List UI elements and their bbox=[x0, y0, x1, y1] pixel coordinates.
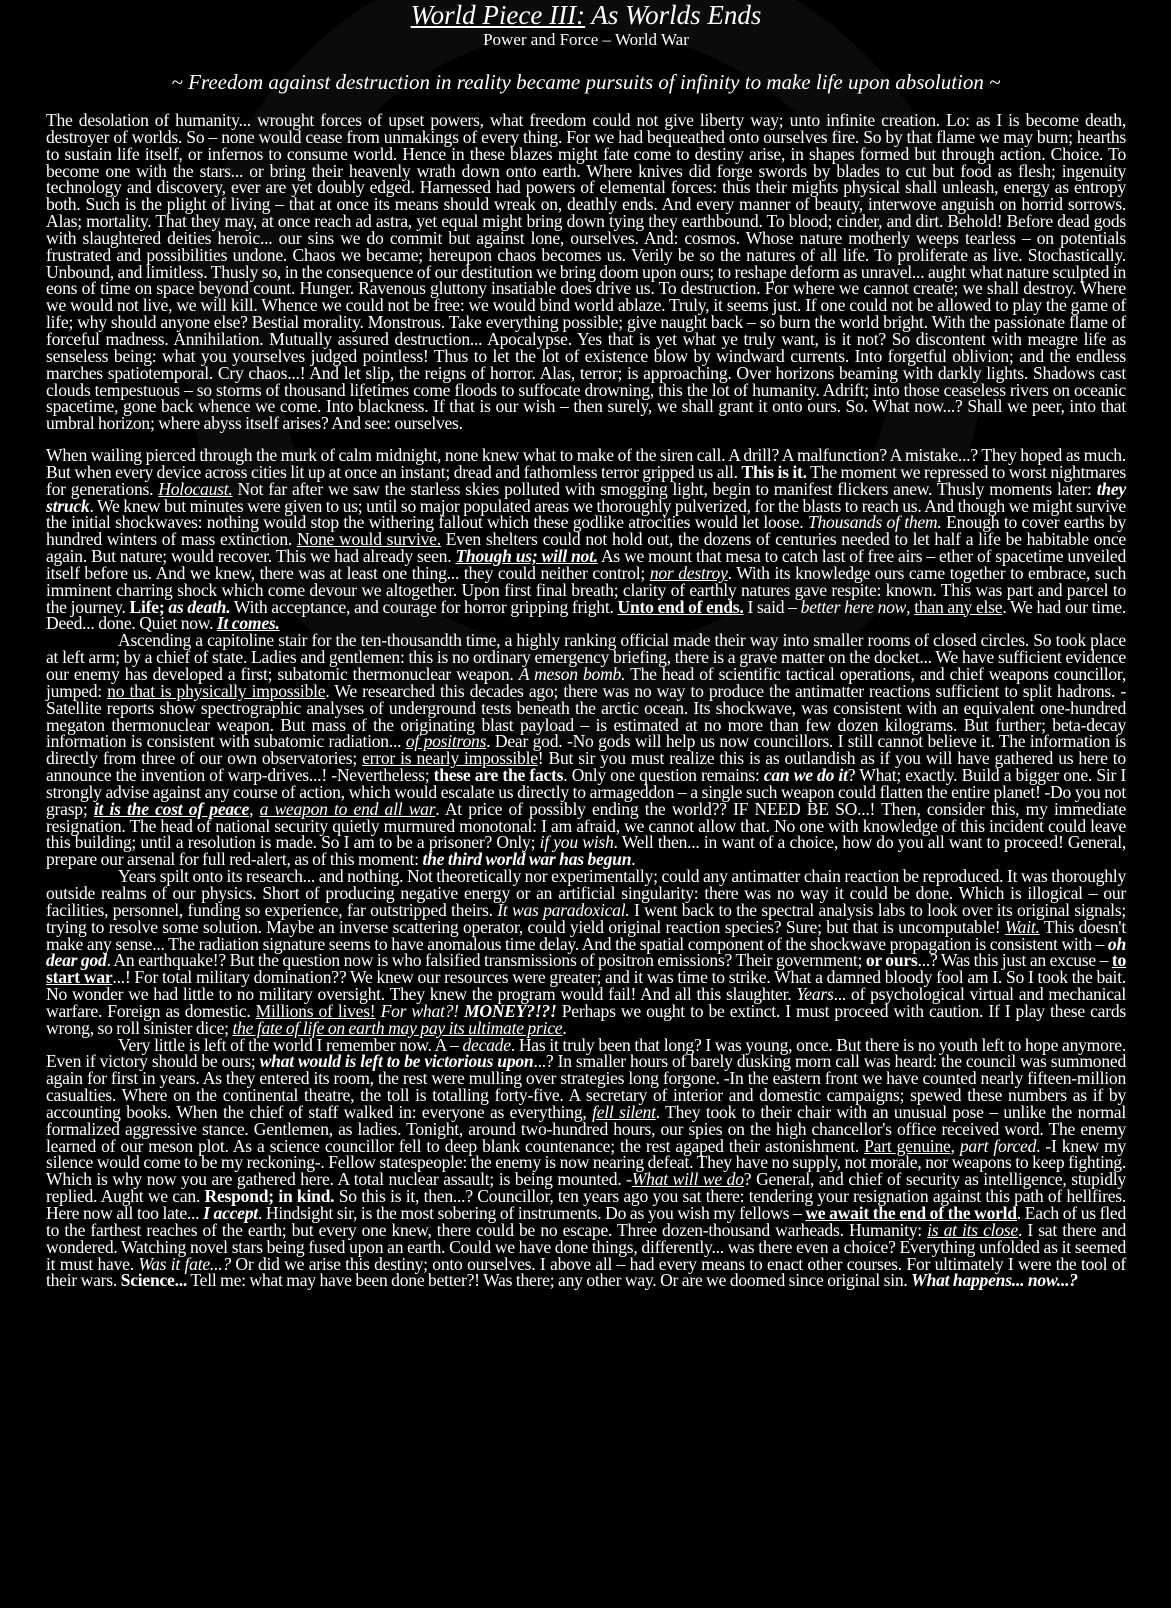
text-run: Perhaps we ought to be extinct. I must proceed with caution. If I play these cards wrong, so roll sinister dice; bbox=[46, 1000, 1126, 1038]
text-run: is at its close bbox=[927, 1219, 1019, 1240]
text-run: What will we do bbox=[631, 1169, 744, 1190]
text-run: It was paradoxical. bbox=[497, 899, 630, 920]
text-run: ...! For total military domination?? We knew our resources were greater; and it was time to strike. What a damned bloody fool am I. So I took the bait. No wonder we had little to no military oversight. They knew the program would fail! And all this slaughter. bbox=[46, 967, 1126, 1005]
text-run: Very little is left of the world I remember now. A – bbox=[118, 1034, 463, 1055]
text-run: . -I knew my silence would come to be my reckoning-. Fellow statespeople: the enemy is now nearing defeat. They have no supply, not morale, nor weapons to keep fighting. Which is why now you are gathered here. A total nuclear assault; is being mounted. - bbox=[46, 1135, 1127, 1190]
text-run: . They took to their chair with an unusual pose – unlike the normal formalized aggressive stance. Gentlemen, as ladies. Tonight, around two-hundred hours, our spies on the high chancellor's office received word. The enemy learned of our meson plot. As a science councillor fell to deep blank countenance; the rest agaped their astonishment. bbox=[46, 1101, 1126, 1156]
text-run: For what?! bbox=[380, 1000, 464, 1021]
text-run: . With its knowledge ours came together to embrace, such imminent charring shock which come devour we altogether. Upon first final breath; clarity of earthly natures gave respite: known. This was part and parcel to the journey. bbox=[46, 562, 1127, 617]
text-run: . I sat there and wondered. Watching novel stars being fused upon an earth. Could we have done things, differently... was there even a choice? Everything unfolded as it seemed it must have. bbox=[46, 1219, 1126, 1274]
text-run: the third world war has begun bbox=[422, 849, 632, 870]
text-run: Holocaust. bbox=[158, 478, 233, 499]
text-run: Part genuine bbox=[864, 1135, 951, 1156]
text-run: Science... bbox=[120, 1270, 188, 1291]
document-motto: ~ Freedom against destruction in reality became pursuits of infinity to make life upon absolution ~ bbox=[171, 70, 1001, 94]
text-run: None would survive. bbox=[296, 529, 441, 550]
text-run: Millions of lives! bbox=[255, 1000, 376, 1021]
text-run: This is it. bbox=[741, 461, 807, 482]
text-run: With acceptance, and courage for horror gripping fright. bbox=[230, 596, 618, 617]
text-run: Though us; will not. bbox=[455, 546, 598, 567]
text-run: what would is left to be victorious upon bbox=[259, 1051, 534, 1072]
text-run: MONEY?!?! bbox=[463, 1000, 557, 1021]
text-run: fell silent bbox=[592, 1101, 656, 1122]
text-run: a weapon to end all war bbox=[259, 798, 436, 819]
text-run: Years spilt onto its research... and nothing. Not theoretically nor experimentally; could any antimatter chain reaction be reproduced. It was thoroughly outside realms of our physics. Short of producing negative energy or an artificial singularity: there was no way it could be done. Which is illogical – our facilities, personnel, funding so experience, far outstripped theirs. bbox=[46, 866, 1126, 920]
text-run: . Only one question remains: bbox=[563, 765, 764, 786]
text-run: better here now bbox=[800, 596, 907, 617]
text-run: When wailing pierced through the murk of calm midnight, none knew what to make of the siren call. A drill? A malfunction? A mistake...? They hoped as much. But when every device across cities lit up at once an instant; dread and fathomless terror gripped us all. bbox=[46, 445, 1126, 482]
text-run: The desolation of humanity... wrought forces of upset powers, what freedom could not give liberty way; unto infinite creation. Lo: as I is become death, destroyer of worlds. So – none would cease from unmakings of every thing. For we had bequeathed onto ourselves fire. So by that flame we may burn; hearths to sustain life itself, or infernos to consume world. Hence in these blazes might fate come to destiny arise, in shapes formed but through action. Choice. To become one with the stars... or bring their heavenly wrath down onto earth. Where knives did forge swords by blades to cut but food as flesh; ingenuity technology and discovery, ever are yet doubly edged. Harnessed had powers of elemental forces: thus their mights physical shall unleash, energy as entropy both. Such is the plight of living – that at once its means should wreak on, deathly ends. And every manner of beauty, interwove anguish on horrid sorrows. Alas; mortality. That they may, at once reach ad astra, yet equal might bring down tying they earthbound. To blood; cinder, and dirt. Behold! Before dead gods with slaughtered deities heroic... our sins we do commit but against lone, ourselves. And: cosmos. Whose nature motherly weeps tearless – on potentials frustrated and possibilities undone. Chaos we became; hereupon chaos becomes us. Verily be so the natures of all life. To proliferate as live. Stochastically. Unbound, and limitless. Thusly so, in the consequence of our destitution we bring doom upon ours; to reshape deform as unravel... aught what nature sculpted in eons of time on space beyond count. Hunger. Ravenous gluttony insatiable does drive us. To destruction. For where we cannot create; we shall destroy. Where we would not live, we will kill. Whence we could not be free: we would bind world ablaze. Truly, it seems just. If one could not be allowed to play the game of life; why should anyone else? Bestial morality. Monstrous. Take everything possible; give naught back – so burn the world bright. With the passionate flame of forceful madness. Annihilation. Mutually assured destruction... Apocalypse. Yes that is yet what ye truly want, is it not? So discontent with meagre life as senseless being: what you yourselves judged pointless! Thus to let the lot of existence blow by windward currents. Into forgetful oblivion; and the endless marches spatiotemporal. Cry chaos...! And let slip, the reigns of horror. Alas, terror; is approaching. Over horizons beaming with darkly lights. Shadows cast clouds tempestuous – so storms of thousand lifetimes come floods to suffocate drowning, this the lot of humanity. Adrift; into those ceaseless rivers on oceanic spacetime, gone back whence we come. Into blackness. If that is our wish – then surely, we shall grant it onto ours. So. What now...? Shall we peer, into that umbral horizon; where abyss itself arises? And see: ourselves. bbox=[46, 110, 1126, 434]
text-run: they struck bbox=[46, 478, 1126, 516]
text-run: the fate of life on earth may pay its ultimate price bbox=[232, 1017, 563, 1038]
text-run: nor destroy bbox=[649, 562, 728, 583]
paragraph bbox=[46, 632, 1126, 868]
text-run: ... of psychological virtual and mechanical warfare. Foreign as domestic. bbox=[46, 984, 1126, 1021]
text-run: oh dear god bbox=[46, 933, 1126, 971]
document-title bbox=[46, 0, 1126, 30]
text-run: we await the end of the world bbox=[805, 1203, 1017, 1223]
paragraph bbox=[46, 868, 1126, 1036]
text-run: . We researched this decades ago; there was no way to produce the antimatter reactions sufficient to split hadrons. -Satellite reports show spectrographic analyses of underground tests beneath the arctic ocean. Its shockwave, was consistent with an equivalent one-hundred megaton thermonuclear weapon. But mass of the originating blast payload – is estimated at no more than few dozen kilograms. But further; beta-decay information is consistent with subatomic radiation... bbox=[46, 680, 1126, 752]
text-run: no that is physically impossible bbox=[107, 680, 326, 701]
paragraph bbox=[46, 1034, 1127, 1291]
text-run: . At price of possibly ending the world?? IF NEED BE SO...! Then, consider this, my immediate resignation. The head of national security quietly murmured monotonal: I am afraid, we cannot allow that. No one with knowledge of this incident could leave this building; until a resolution is made. So I am to be a prisoner? Only; bbox=[46, 798, 1127, 853]
text-run: error is nearly impossible bbox=[362, 748, 538, 769]
paragraph bbox=[46, 447, 1126, 632]
text-run: The head of scientific tactical operations, and chief weapons councillor, jumped: bbox=[46, 664, 1126, 701]
text-run: if you wish bbox=[539, 832, 614, 853]
text-run: . We had our time. Deed... done. Quiet now. bbox=[46, 596, 1127, 634]
text-run: ...? In smaller hours of barely dusking morn call was heard: the council was summoned again for first in years. As they entered its room, the rest were mulling over strategies long forgone. -In the eastern front we have counted nearly fifteen-million casualties. Where on the continental theatre, the toll is totalling forty-five. A secretary of interior and domestic campaigns; spewed these numbers as if by accounting books. When the chief of staff walked in: everyone as everything, bbox=[46, 1051, 1126, 1122]
text-run: to start war bbox=[46, 950, 1126, 988]
text-run: . Each of us fled to the farthest reaches of the earth; but every one knew, there could be no escape. Three dozen-thousand warheads. Humanity: bbox=[46, 1203, 1126, 1240]
text-run: This doesn't make any sense... The radiation signature seems to have anomalous time delay. And the spatial component of the shockwave propagation is consistent with – bbox=[46, 916, 1126, 954]
text-run: . bbox=[631, 849, 636, 870]
text-run: . Hindsight sir, is the most sobering of instruments. Do as you wish my fellows – bbox=[257, 1203, 806, 1223]
text-run: What happens... now...? bbox=[911, 1270, 1078, 1291]
text-run: The moment we repressed to worst nightmares for generations. bbox=[46, 461, 1127, 499]
text-run: part forced bbox=[959, 1135, 1037, 1156]
document-subtitle: Power and Force – World War bbox=[483, 30, 689, 49]
text-run: . An earthquake!? But the question now is who falsified transmissions of positron emissions? Their government; bbox=[106, 950, 866, 971]
text-run: . Dear god. -No gods will help us now councillors. I still cannot believe it. The information is directly from three of our own observatories; bbox=[46, 731, 1126, 769]
text-run: It comes. bbox=[216, 613, 280, 634]
text-run: , bbox=[249, 798, 260, 819]
document-page bbox=[46, 0, 1126, 1289]
text-run: I went back to the spectral analysis labs to look over its original signals; trying to resolve some solution. Maybe an inverse scattering operator, could yield original reaction species? Sure; but that is uncomputable! bbox=[46, 899, 1127, 937]
text-run: Even shelters could not hold out, the dozens of centuries needed to let half a life be habitable once again. But nature; would recover. This we had already seen. bbox=[46, 529, 1126, 567]
text-run: ...? Was this just an excuse – bbox=[917, 950, 1112, 971]
text-run: . Has it truly been that long? I was young, once. But there is no youth left to hope anymore. Even if victory should be ours; bbox=[46, 1034, 1126, 1072]
text-run: Years bbox=[796, 984, 834, 1005]
text-run: , bbox=[906, 596, 915, 617]
text-run: these are the facts bbox=[433, 765, 564, 786]
text-run: Tell me: what may have been done better?! Was there; any other way. Or are we doomed since original sin. bbox=[187, 1270, 912, 1291]
text-run: . bbox=[562, 1017, 567, 1038]
text-run: Or did we arise this destiny; onto ourselves. I above all – had every means to enact other courses. For ultimately I were the tool of their wars. bbox=[46, 1253, 1126, 1291]
text-run: Unto end of ends. bbox=[617, 596, 744, 617]
text-run: than any else bbox=[914, 596, 1003, 617]
text-run: or ours bbox=[865, 950, 918, 971]
text-run: Enough to cover earths by hundred winters of mass extinction. bbox=[46, 512, 1126, 550]
text-run: ? What; exactly. Build a bigger one. Sir I strongly advise against any course of action, which would escalate us directly to armageddon – a single such weapon could flatten the entire planet! -Do you not grasp; bbox=[46, 765, 1126, 819]
text-run: ? General, and chief of security as intelligence, stupidly replied. Aught we can. bbox=[46, 1169, 1126, 1207]
text-run: decade bbox=[462, 1034, 511, 1055]
text-run: Life; bbox=[129, 596, 169, 617]
text-run: ! But sir you must realize this is as outlandish as if you will have gathered us here to announce the invention of warp-drives...! -Nevertheless; bbox=[46, 748, 1126, 786]
text-run: Ascending a capitoline stair for the ten-thousandth time, a highly ranking official made their way into smaller rooms of closed circles. So took place at left arm; by a chief of state. Ladies and gentlemen: this is no ordinary emergency briefing, there is a grave matter on the docket... We have sufficient evidence our enemy has developed a first; subatomic thermonuclear weapon. bbox=[46, 630, 1126, 684]
text-run: I said – bbox=[743, 596, 801, 617]
text-run: Wait. bbox=[1004, 916, 1040, 937]
text-run: So this is it, then...? Councillor, ten years ago you sat there: tendering your resignation against this path of hellfires. Here now all too late... bbox=[46, 1186, 1127, 1223]
text-run: Respond; in kind. bbox=[204, 1186, 335, 1207]
text-run: of positrons bbox=[405, 731, 487, 752]
text-run: A meson bomb. bbox=[518, 664, 626, 684]
text-run: As we mount that mesa to catch last of free airs – ether of spacetime unveiled itself before us. And we knew, there was at least one thing... they could neither control; bbox=[46, 546, 1126, 583]
title-rest: As Worlds Ends bbox=[585, 0, 762, 30]
text-run: Thousands of them. bbox=[807, 512, 942, 533]
text-run: Was it fate...? bbox=[138, 1253, 231, 1274]
text-run: I accept bbox=[203, 1203, 258, 1223]
text-run: Not far after we saw the starless skies polluted with smogging light, begin to manifest flickers anew. Thusly moments later: bbox=[232, 478, 1097, 499]
text-run: as death. bbox=[168, 596, 231, 617]
text-run: it is the cost of peace bbox=[93, 798, 250, 819]
text-run: . We knew but minutes were given to us; until so major populated areas we thoroughly pulverized, for the blasts to reach us. And though we might survive the initial shockwaves: nothing would stop the withering fallout which these godlike atrocities would let loose. bbox=[46, 495, 1126, 533]
title-main: World Piece III: bbox=[410, 0, 586, 30]
text-run: . Well then... in want of a choice, how do you all want to proceed! General, prepare our arsenal for full red-alert, as of this moment: bbox=[46, 832, 1126, 870]
text-run: can we do it bbox=[763, 765, 848, 786]
document-body bbox=[46, 112, 1126, 1289]
paragraph bbox=[46, 112, 1126, 432]
text-run: , bbox=[950, 1135, 960, 1156]
